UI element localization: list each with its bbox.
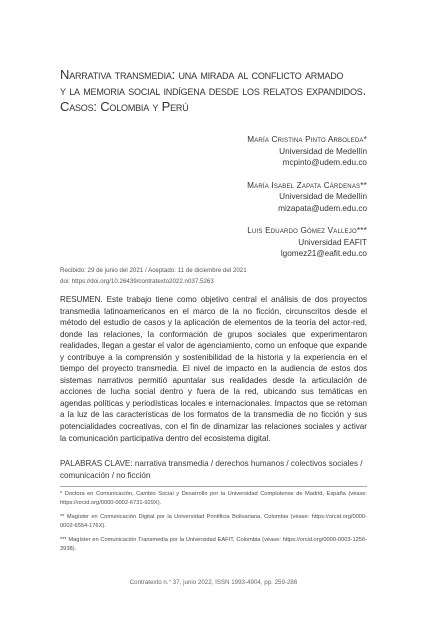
- author-affiliation: Universidad EAFIT: [298, 237, 367, 247]
- abstract: RESUMEN. Este trabajo tiene como objetivo central el análisis de dos proyectos transmedia latinoamericanos en el marco de la no ficción, circunscritos desde el método del estudio de casos y la aplicación de elementos de la teoría del actor-red, donde las relaciones, la conformación de grupos sociales que experimentaron realidades, llegan a gestar el valor de agenciamiento, como un enfoque que expande y contribuye a la comprensión y sostenibilidad de la historia y la experiencia en el tiempo del proyecto transmedia. El nivel de impacto en la audiencia de estos dos sistemas narrativos permitió apuntalar sus realidades desde la articulación de acciones de lucha social dentro y fuera de la red, ubicando sus temáticas en agendas políticas y periodísticas locales e internacionales. Impactos que se retoman a la luz de las características de los formatos de la transmedia de no ficción y sus potencialidades cocreativas, con el fin de dinamizar las relaciones sociales y activar la comunicación participativa dentro del ecosistema digital.: [60, 295, 367, 443]
- footnotes: [60, 490, 367, 559]
- keywords: PALABRAS CLAVE: narrativa transmedia / derechos humanos / colectivos sociales / comunicación / no ficción: [60, 459, 363, 480]
- title-line-1: Narrativa transmedia: una mirada al conflicto armado: [60, 67, 344, 82]
- footnote: ** Magíster en Comunicación Digital por la Universidad Pontificia Bolivariana, Colombia (véase: https://orcid.org/0000-0002-6554-176X).: [60, 514, 367, 529]
- author-block: [247, 180, 367, 215]
- footnote: *** Magíster en Comunicación Transmedia por la Universidad EAFIT, Colombia (véase: https://orcid.org/0000-0003-1256-3938).: [60, 537, 367, 552]
- publication-dates: [60, 265, 247, 287]
- article-title: [60, 67, 380, 115]
- footnote: * Doctora en Comunicación, Cambio Social y Desarrollo por la Universidad Complutense de Madrid, España (véase: https://orcid.org/0000-0002-6731-929X).: [60, 491, 367, 506]
- author-name: Luis Eduardo Gómez Vallejo***: [247, 226, 367, 235]
- title-line-2: y la memoria social indígena desde los relatos expandidos.: [60, 83, 366, 98]
- author-name: María Isabel Zapata Cárdenas**: [247, 180, 367, 190]
- title-line-3: Casos: Colombia y Perú: [60, 99, 189, 114]
- footnote-divider: [60, 486, 367, 487]
- author-email: mizapata@udem.edu.co: [278, 203, 367, 213]
- author-affiliation: Universidad de Medellín: [279, 192, 367, 201]
- author-name: María Cristina Pinto Arboleda*: [247, 135, 367, 144]
- author-block: [247, 225, 367, 260]
- doi-line: doi: https://doi.org/10.26439/contratexto2022.n037.5263: [60, 278, 214, 285]
- page-footer: Contratexto n.° 37, junio 2022, ISSN 1993-4904, pp. 259-286: [129, 579, 298, 586]
- author-block: [247, 134, 367, 169]
- author-list: [247, 134, 367, 271]
- author-affiliation: Universidad de Medellín: [279, 146, 367, 156]
- author-email: lgomez21@eafit.edu.co: [280, 249, 367, 258]
- author-email: mcpinto@udem.edu.co: [282, 158, 367, 167]
- received-accepted-dates: Recibido: 29 de junio del 2021 / Aceptado: 11 de diciembre del 2021: [60, 267, 247, 274]
